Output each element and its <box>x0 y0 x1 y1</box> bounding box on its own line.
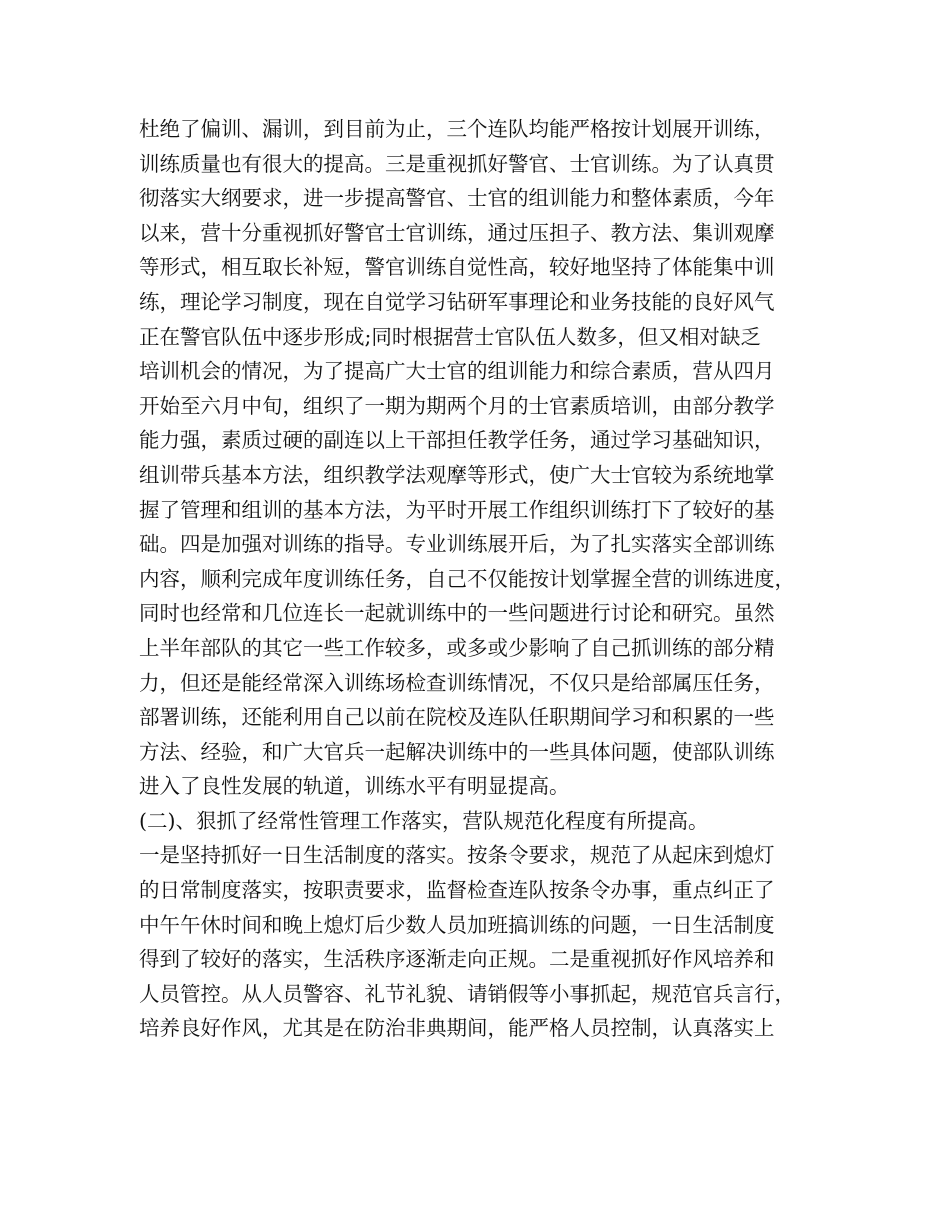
text-line: 部署训练，还能利用自己以前在院校及连队任职期间学习和积累的一些 <box>139 705 775 730</box>
text-line: 培训机会的情况，为了提高广大士官的组训能力和综合素质，营从四月 <box>139 359 775 384</box>
section-heading: (二)、狠抓了经常性管理工作落实，营队规范化程度有所提高。 <box>139 808 709 833</box>
text-line: 中午午休时间和晚上熄灯后少数人员加班搞训练的问题，一日生活制度 <box>139 912 775 937</box>
text-line: 的日常制度落实，按职责要求，监督检查连队按条令办事，重点纠正了 <box>139 878 775 903</box>
text-line: 彻落实大纲要求，进一步提高警官、士官的组训能力和整体素质，今年 <box>139 186 775 211</box>
text-line: 握了管理和组训的基本方法，为平时开展工作组织训练打下了较好的基 <box>139 497 775 522</box>
text-line: 等形式，相互取长补短，警官训练自觉性高，较好地坚持了体能集中训 <box>139 255 775 280</box>
text-line: 训练质量也有很大的提高。三是重视抓好警官、士官训练。为了认真贯 <box>139 151 775 176</box>
text-line: 练，理论学习制度，现在自觉学习钻研军事理论和业务技能的良好风气 <box>139 289 775 314</box>
text-line: 上半年部队的其它一些工作较多，或多或少影响了自己抓训练的部分精 <box>139 635 775 660</box>
text-line: 培养良好作风，尤其是在防治非典期间，能严格人员控制，认真落实上 <box>139 1016 775 1041</box>
text-line: 础。四是加强对训练的指导。专业训练展开后，为了扎实落实全部训练 <box>139 532 775 557</box>
text-line: 开始至六月中旬，组织了一期为期两个月的士官素质培训，由部分教学 <box>139 393 775 418</box>
text-line: 力，但还是能经常深入训练场检查训练情况，不仅只是给部属压任务， <box>139 670 775 695</box>
body-text <box>139 112 839 1046</box>
text-line: 内容，顺利完成年度训练任务，自己不仅能按计划掌握全营的训练进度， <box>139 566 795 591</box>
text-line: 方法、经验，和广大官兵一起解决训练中的一些具体问题，使部队训练 <box>139 739 775 764</box>
text-line: 组训带兵基本方法，组织教学法观摩等形式，使广大士官较为系统地掌 <box>139 462 775 487</box>
text-line: 人员管控。从人员警容、礼节礼貌、请销假等小事抓起，规范官兵言行， <box>139 981 795 1006</box>
text-line: 能力强，素质过硬的副连以上干部担任教学任务，通过学习基础知识， <box>139 428 775 453</box>
text-line: 正在警官队伍中逐步形成;同时根据营士官队伍人数多，但又相对缺乏 <box>139 324 761 349</box>
text-line: 以来，营十分重视抓好警官士官训练，通过压担子、教方法、集训观摩 <box>139 220 775 245</box>
text-line: 杜绝了偏训、漏训，到目前为止，三个连队均能严格按计划展开训练， <box>139 117 775 141</box>
text-line: 一是坚持抓好一日生活制度的落实。按条令要求，规范了从起床到熄灯 <box>139 843 775 868</box>
text-line: 同时也经常和几位连长一起就训练中的一些问题进行讨论和研究。虽然 <box>139 601 775 626</box>
text-line: 进入了良性发展的轨道，训练水平有明显提高。 <box>139 774 570 799</box>
text-line: 得到了较好的落实，生活秩序逐渐走向正规。二是重视抓好作风培养和 <box>139 947 775 972</box>
